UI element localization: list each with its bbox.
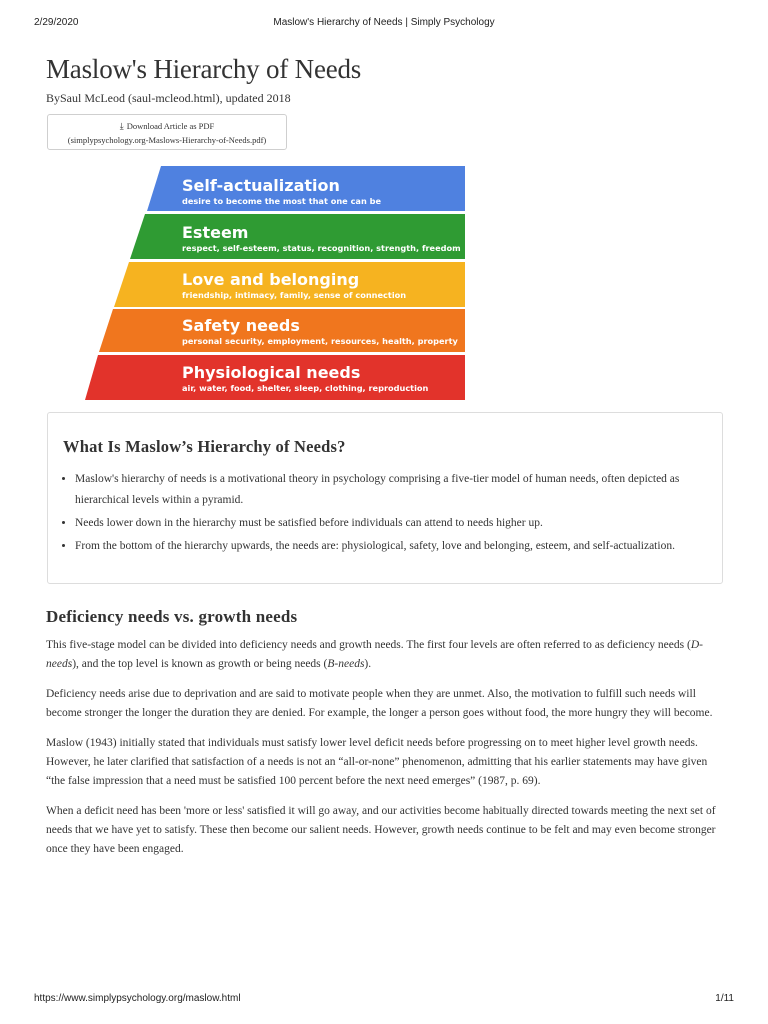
tier-love-subtitle: friendship, intimacy, family, sense of connection [182, 290, 407, 300]
page-title: Maslow's Hierarchy of Needs [46, 54, 362, 84]
tier-esteem-title: Esteem [182, 223, 249, 242]
summary-bullet: • Maslow's hierarchy of needs is a motivational theory in psychology comprising a five-tier model of human needs, often depicted as hierarchical levels within a pyramid. [75, 469, 715, 511]
tier-self-actualization-subtitle: desire to become the most that one can be [182, 196, 382, 206]
print-date: 2/29/2020 [34, 17, 79, 28]
tier-love-title: Love and belonging [182, 270, 360, 289]
paragraph-text: ). [364, 658, 372, 670]
download-pdf-button[interactable] [47, 114, 287, 150]
paragraph-1 [46, 636, 722, 674]
maslow-pyramid [85, 166, 465, 400]
paragraph-3: Maslow (1943) initially stated that individuals must satisfy lower level deficit needs before progressing on to meet higher level growth needs. However, he later clarified that satisfaction of a needs is not an “all-or-none” phenomenon, admitting that his earlier statements may have given “the false impression that a need must be satisfied 100 percent before the next need emerges” (1987, p. 69). [46, 737, 708, 787]
print-header [0, 17, 768, 33]
tier-self-actualization-title: Self-actualization [182, 176, 340, 195]
download-link[interactable]: (simplypsychology.org-Maslows-Hierarchy-of-Needs.pdf) [67, 135, 267, 145]
b-needs-term: B-needs [327, 658, 365, 670]
tier-physiological-subtitle: air, water, food, shelter, sleep, clothing, reproduction [182, 383, 429, 393]
tier-physiological-title: Physiological needs [182, 363, 361, 382]
section-heading: Deficiency needs vs. growth needs [46, 607, 298, 626]
summary-heading: What Is Maslow’s Hierarchy of Needs? [63, 437, 346, 456]
paragraph-text: This five-stage model can be divided into deficiency needs and growth needs. The first four levels are often referred to as deficiency needs ( [46, 639, 691, 651]
print-footer [0, 993, 768, 1009]
paragraph-text: ), and the top level is known as growth or being needs ( [72, 658, 328, 670]
print-url: https://www.simplypsychology.org/maslow.html [34, 993, 241, 1004]
d-needs-term: D-needs [46, 639, 703, 670]
summary-list [62, 469, 715, 559]
tier-safety-subtitle: personal security, employment, resources, health, property [182, 336, 458, 346]
page-counter: 1/11 [715, 993, 734, 1004]
download-label: Download Article as PDF [126, 121, 215, 131]
summary-bullet: • Needs lower down in the hierarchy must be satisfied before individuals can attend to needs higher up. [75, 513, 715, 534]
download-icon: ⤓ [119, 122, 124, 132]
tier-safety-title: Safety needs [182, 316, 300, 335]
summary-bullet: • From the bottom of the hierarchy upwards, the needs are: physiological, safety, love and belonging, esteem, and self-actualization. [75, 536, 715, 557]
summary-box [47, 412, 723, 584]
article-body [46, 636, 722, 870]
paragraph-2: Deficiency needs arise due to deprivation and are said to motivate people when they are unmet. Also, the motivation to fulfill such needs will become stronger the longer the duration they are denied. For example, the longer a person goes without food, the more hungry they will become. [46, 688, 713, 719]
byline[interactable]: BySaul McLeod (saul-mcleod.html), updated 2018 [46, 91, 291, 105]
paragraph-4: When a deficit need has been 'more or less' satisfied it will go away, and our activities become habitually directed towards meeting the next set of needs that we have yet to satisfy. These then become our salient needs. However, growth needs continue to be felt and may even become stronger once they have been engaged. [46, 805, 716, 855]
print-page-title: Maslow's Hierarchy of Needs | Simply Psychology [273, 17, 495, 28]
tier-esteem-subtitle: respect, self-esteem, status, recognition, strength, freedom [182, 243, 461, 253]
